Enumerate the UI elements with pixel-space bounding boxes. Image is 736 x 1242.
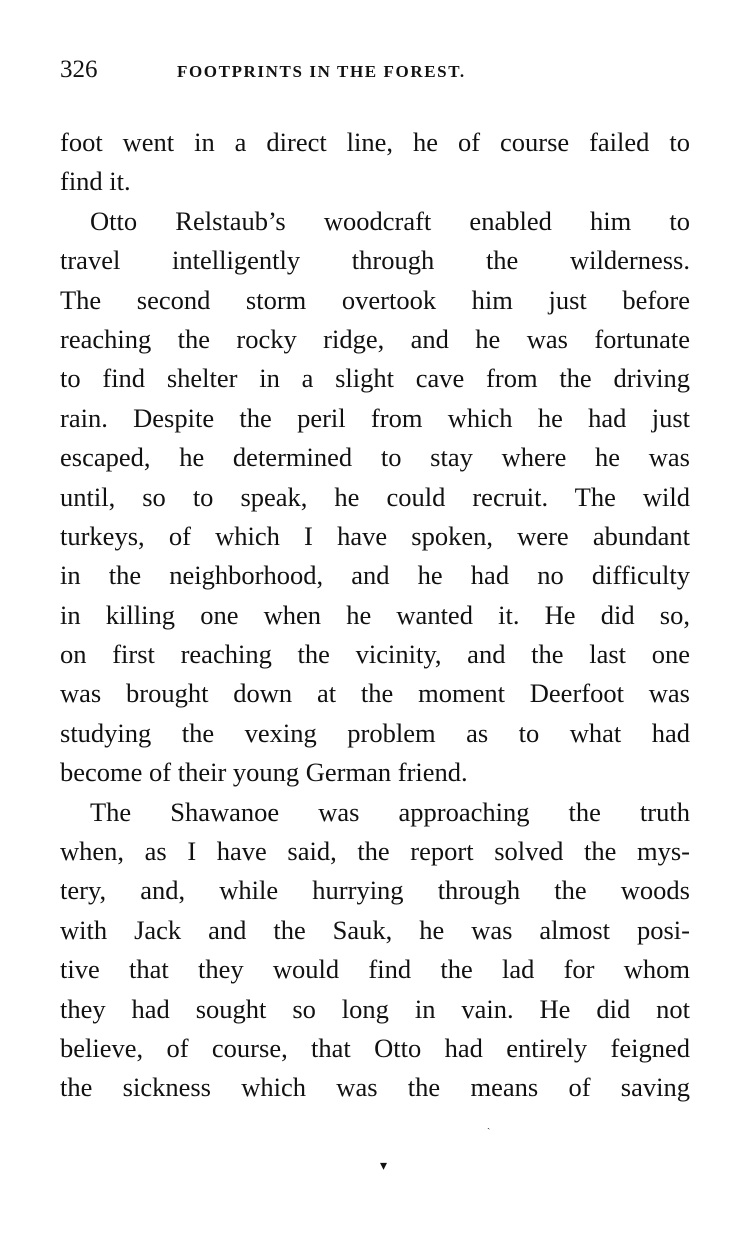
text-line: Otto Relstaub’s woodcraft enabled him to	[90, 205, 690, 236]
text-line: was brought down at the moment Deerfoot was	[60, 678, 690, 709]
text-line: they had sought so long in vain. He did not	[60, 993, 690, 1024]
text-line: studying the vexing problem as to what had	[60, 717, 690, 748]
text-line: reaching the rocky ridge, and he was fortunate	[60, 323, 690, 354]
text-line: find it.	[60, 166, 131, 197]
text-line: to find shelter in a slight cave from the driving	[60, 363, 690, 394]
text-line: tery, and, while hurrying through the woods	[60, 875, 690, 906]
text-line: until, so to speak, he could recruit. The wild	[60, 481, 690, 512]
text-line: travel intelligently through the wilderness.	[60, 245, 690, 276]
text-line: when, as I have said, the report solved the mys-	[60, 836, 690, 867]
text-line: foot went in a direct line, he of course failed to	[60, 127, 690, 157]
page-header	[60, 56, 690, 86]
body-text	[60, 123, 690, 1108]
text-line: believe, of course, that Otto had entirely feigned	[60, 1032, 690, 1063]
text-line: The Shawanoe was approaching the truth	[90, 796, 690, 827]
text-line: in the neighborhood, and he had no difficulty	[60, 560, 690, 591]
print-speck: ▾	[380, 1159, 388, 1174]
page-number: 326	[60, 56, 98, 83]
text-line: in killing one when he wanted it. He did so,	[60, 599, 690, 630]
text-line: the sickness which was the means of saving	[60, 1072, 690, 1103]
text-line: rain. Despite the peril from which he had just	[60, 402, 690, 433]
text-line: escaped, he determined to stay where he was	[60, 442, 690, 473]
text-line: become of their young German friend.	[60, 757, 468, 788]
text-line: The second storm overtook him just before	[60, 284, 690, 315]
text-line: on first reaching the vicinity, and the last one	[60, 639, 690, 670]
text-line: turkeys, of which I have spoken, were abundant	[60, 520, 690, 551]
text-line: with Jack and the Sauk, he was almost posi-	[60, 914, 690, 945]
print-speck: ˎ	[487, 1119, 491, 1130]
text-line: tive that they would find the lad for whom	[60, 954, 690, 985]
running-title: FOOTPRINTS IN THE FOREST.	[177, 62, 466, 81]
